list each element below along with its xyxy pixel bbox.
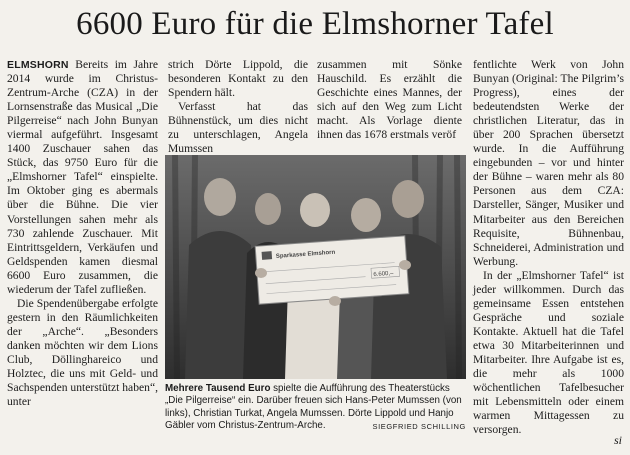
column-2-paragraph-1: strich Dörte Lippold, die besonderen Kontakt zu den Spendern hält. bbox=[168, 58, 308, 100]
photo-caption bbox=[165, 383, 466, 434]
caption-lead: Mehrere Tausend Euro bbox=[165, 383, 271, 394]
donation-cheque bbox=[255, 236, 409, 304]
cheque-amount: 6.600,– bbox=[373, 270, 394, 279]
article-column-3 bbox=[317, 58, 462, 142]
article-headline: 6600 Euro für die Elmshorner Tafel bbox=[76, 6, 554, 42]
author-signature: si bbox=[613, 433, 622, 447]
cheque-bank-name: Sparkasse Elmshorn bbox=[275, 249, 336, 260]
column-1-paragraph-2: Die Spendenübergabe erfolgte gestern in den Räumlichkeiten der „Arche“. „Besonders danken möchten wir dem Lions Club, Döllinghareico und Holztec, die uns mit Geld- und Sachspenden unterstützt haben“, unter bbox=[7, 296, 158, 409]
article-column-2 bbox=[168, 58, 308, 156]
column-4-paragraph-1: fentlichte Werk von John Bunyan (Original: The Pilgrim’s Progress), eines der bedeutendsten Werke der christlichen Literatur, das in über 200 Sprachen übersetzt wurde. In die Aufführung eingebunden – vor und hinter der Bühne – waren mehr als 80 Personen aus dem CZA: Darsteller, Sänger, Musiker und Mitarbeiter aus den Bereichen Requisite, Bühnenbau, Schneiderei, Administration und Werbung. bbox=[473, 58, 624, 268]
dateline: ELMSHORN bbox=[7, 59, 69, 71]
photo-credit: SIEGFRIED SCHILLING bbox=[372, 422, 466, 432]
column-1-paragraph-1-text: Bereits im Jahre 2014 wurde im Christus-Zentrum-Arche (CZA) in der Lornsenstraße das Musical „Die Pilgerreise“ nach John Bunyan viermal aufgeführt. Insgesamt 1400 Zuschauer sahen das Stück, das 9750 Euro für die „Elmshorner Tafel“ einspielte. Im Oktober ging es abermals über die Bühne. Die vier Vorstellungen sahen mehr als 730 zahlende Zuschauer. Mit Eintrittsgeldern, Verkäufen und Geldspenden kamen diesmal 6600 Euro zusammen, die wiederum der Tafel zufließen. bbox=[7, 58, 158, 296]
column-1-paragraph-1 bbox=[7, 58, 158, 297]
column-4-paragraph-2: In der „Elmshorner Tafel“ ist jeder willkommen. Durch das gemeinsame Essen entstehen Gespräche und soziale Kontakte. Aktuell hat die Tafel etwa 30 Mitarbeiterinnen und Mitarbeiter. Ihre Aufgabe ist es, die mehr als 1000 wöchentlichen Tafelbesucher mit Lebensmitteln oder einem warmen Mittagessen zu versorgen. bbox=[473, 268, 624, 437]
caption-text: spielte die Aufführung des Theaterstücks „Die Pilgerreise“ ein. Darüber freuen sich Hans-Peter Mumssen (von links), Christian Turkat, Angela Mumssen. Dörte Lippold und Hanjo Gäbler vom Christus-Zentrum-Arche. bbox=[165, 383, 462, 432]
photo-illustration bbox=[165, 155, 466, 379]
article-photo bbox=[165, 155, 466, 379]
article-column-4 bbox=[473, 58, 624, 437]
column-3-paragraph-1: zusammen mit Sönke Hauschild. Es erzählt die Geschichte eines Mannes, der sich auf den Weg zum Licht macht. Als Vorlage diente ihnen das 1678 erstmals veröf bbox=[317, 58, 462, 142]
article-column-1 bbox=[7, 58, 158, 409]
column-2-paragraph-2: Verfasst hat das Bühnenstück, um dies nicht zu unterschlagen, Angela Mumssen bbox=[168, 100, 308, 156]
